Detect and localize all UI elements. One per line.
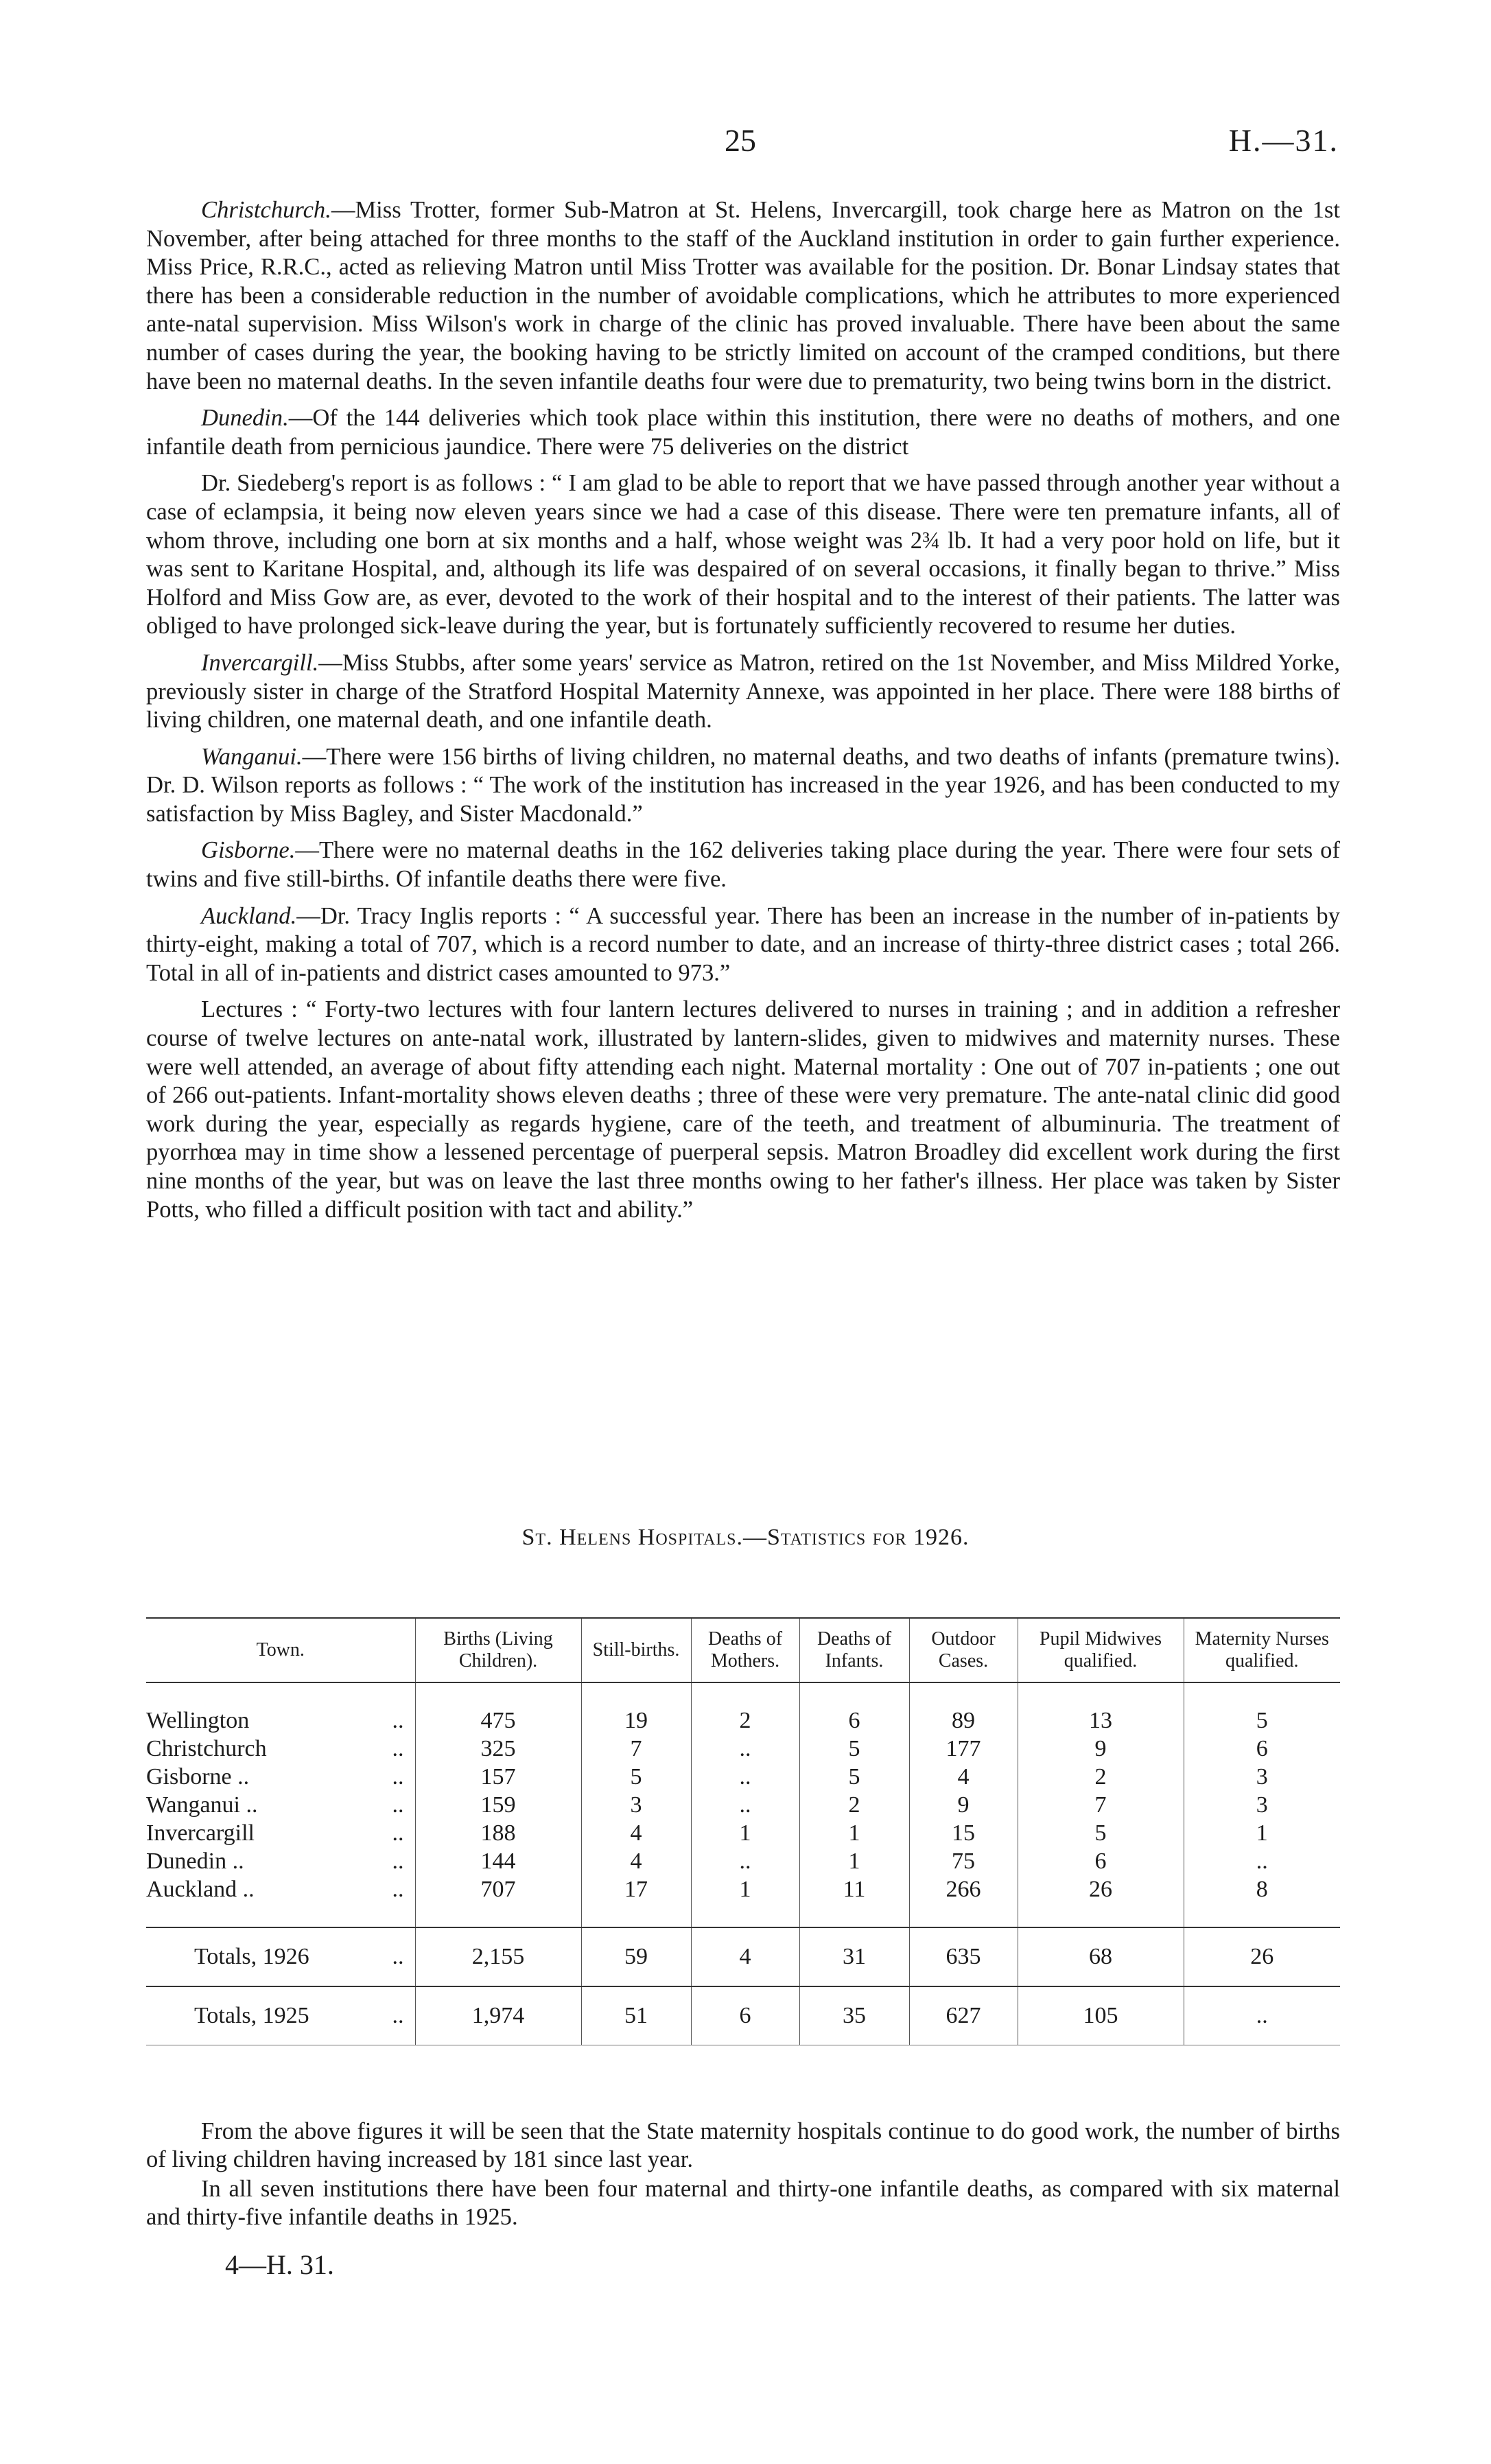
paragraph-text: Lectures : “ Forty-two lectures with four lantern lectures delivered to nurses in training ; and in addition a refresher course of twelve lectures on ante-natal work, illustrated by lantern-slides, given to midwives and maternity nurses. These were well attended, an average of about fifty attending each night. Maternal mortality : One out of 707 in-patients ; one out of 266 out-patients. Infant-mortality shows eleven deaths ; three of these were very premature. The ante-natal clinic did good work during the year, especially as regards hygiene, care of the teeth, and treatment of albuminuria. The treatment of pyorrhœa may in time show a lessened percentage of puerperal sepsis. Matron Broadley did excellent work during the first nine months of the year, but was on leave the last three months owing to her father's illness. Her place was taken by Sister Potts, who filled a difficult position with tact and ability.” [146,996,1340,1223]
table-cell: 2,155 [415,1927,581,1986]
closing-paragraph: From the above figures it will be seen that the State maternity hospitals continue to do good work, the number of births of living children having increased by 181 since last year. [146,2118,1340,2172]
table-cell: 68 [1018,1927,1184,1986]
totals-row-1926 [146,1927,1340,1986]
town-cell: Invercargill .. [146,1820,404,1846]
table-cell: 17 [581,1875,691,1903]
page-header [0,122,1491,177]
table-cell: 3 [1184,1763,1340,1791]
table-cell: 35 [799,1986,909,2045]
paragraph-lectures [146,996,1340,1224]
table-row [146,1763,1340,1791]
table-cell: .. [1184,1986,1340,2045]
table-cell: .. [691,1847,799,1875]
table-cell: .. [691,1791,799,1819]
table-cell: 26 [1018,1875,1184,1903]
table-cell: 11 [799,1875,909,1903]
table-cell: 2 [1018,1763,1184,1791]
column-header: Pupil Midwives qualified. [1018,1618,1184,1682]
totals-row-1925 [146,1986,1340,2045]
town-cell: Christchurch .. [146,1735,404,1761]
table-header-row [146,1618,1340,1682]
table-cell: 19 [581,1706,691,1735]
table-row [146,1875,1340,1903]
table-cell: 105 [1018,1986,1184,2045]
town-cell: Dunedin .. .. [146,1848,404,1874]
table-cell: 2 [691,1706,799,1735]
table-cell: 157 [415,1763,581,1791]
table-cell: 266 [909,1875,1018,1903]
column-header: Deaths of Mothers. [691,1618,799,1682]
table-title-sub: —Statistics for 1926. [742,1525,970,1550]
table-cell: 5 [1184,1706,1340,1735]
table-cell: .. [1184,1847,1340,1875]
table-cell: 8 [1184,1875,1340,1903]
body-text [146,196,1340,1232]
place-name: Gisborne. [201,837,296,864]
place-name: Wanganui. [201,743,303,770]
table-cell: 1 [799,1819,909,1847]
table-cell: 3 [581,1791,691,1819]
table-cell: 1,974 [415,1986,581,2045]
table-row [146,1819,1340,1847]
table-cell: .. [691,1763,799,1791]
table-cell: 89 [909,1706,1018,1735]
page-number: 25 [725,123,756,158]
paragraph-text: Dr. Siedeberg's report is as follows : “ I am glad to be able to report that we have passed through another year without a case of eclampsia, it being now eleven years since we had a case of this disease. There were ten premature infants, all of whom throve, including one born at six months and a half, whose weight was 2¾ lb. It had a very poor hold on life, but it was sent to Karitane Hospital, and, although its life was despaired of on several occasions, it finally began to thrive.” Miss Holford and Miss Gow are, as ever, devoted to the work of their hospital and to the interest of their patients. The latter was obliged to have prolonged sick-leave during the year, but is fortunately sufficiently recovered to resume her duties. [146,470,1340,640]
table-row [146,1735,1340,1763]
table-cell: 9 [909,1791,1018,1819]
paragraph-text: —Miss Stubbs, after some years' service as Matron, retired on the 1st November, and Miss Mildred Yorke, previously sister in charge of the Stratford Hospital Maternity Annexe, was appointed in her place. There were 188 births of living children, one maternal death, and one infantile death. [146,649,1340,734]
table-cell: 5 [799,1735,909,1763]
table-cell: 6 [1184,1735,1340,1763]
table-cell: .. [691,1735,799,1763]
table-cell: 475 [415,1706,581,1735]
table-cell: 7 [581,1735,691,1763]
table-cell: 1 [799,1847,909,1875]
document-reference: H.—31. [1228,123,1339,158]
column-header: Town. [146,1618,415,1682]
table-title-main: St. Helens Hospitals. [521,1525,743,1550]
column-header: Maternity Nurses qualified. [1184,1618,1340,1682]
table-cell: 6 [691,1986,799,2045]
table-cell: 6 [1018,1847,1184,1875]
table-cell: 31 [799,1927,909,1986]
table-cell: 159 [415,1791,581,1819]
paragraph-text: —There were 156 births of living children, no maternal deaths, and two deaths of infants (premature twins). Dr. D. Wilson reports as follows : “ The work of the institution has increased in the year 1926, and has been conducted to my satisfaction by Miss Bagley, and Sister Macdonald.” [146,743,1340,827]
table-row [146,1791,1340,1819]
paragraph-wanganui [146,743,1340,829]
table-cell: 5 [581,1763,691,1791]
table-row [146,1847,1340,1875]
table-cell: 2 [799,1791,909,1819]
table-cell: 6 [799,1706,909,1735]
paragraph-invercargill [146,649,1340,735]
statistics-table [146,1617,1340,2045]
table-cell: 1 [691,1875,799,1903]
table-cell: 26 [1184,1927,1340,1986]
paragraph-text: —There were no maternal deaths in the 162 deliveries taking place during the year. There were four sets of twins and five still-births. Of infantile deaths there were five. [146,837,1340,893]
town-cell: Auckland .. .. [146,1876,404,1902]
table-cell: 177 [909,1735,1018,1763]
paragraph-auckland [146,902,1340,988]
table-cell: 4 [691,1927,799,1986]
paragraph-gisborne [146,836,1340,893]
table-spacer [146,1903,1340,1927]
totals-label: Totals, 1925 .. [146,1986,415,2045]
table-cell: 4 [581,1819,691,1847]
table-cell: 4 [909,1763,1018,1791]
paragraph-text: —Dr. Tracy Inglis reports : “ A successful year. There has been an increase in the number of in-patients by thirty-eight, making a total of 707, which is a record number to date, and an increase of thirty-three district cases ; total 266. Total in all of in-patients and district cases amounted to 973.” [146,902,1340,986]
town-cell: Wanganui .. .. [146,1792,404,1818]
table-cell: 1 [691,1819,799,1847]
table-row [146,1706,1340,1735]
town-cell: Gisborne .. .. [146,1763,404,1790]
column-header: Births (Living Children). [415,1618,581,1682]
totals-label: Totals, 1926 .. [146,1927,415,1986]
table-cell: 5 [799,1763,909,1791]
town-cell: Wellington .. [146,1707,404,1733]
place-name: Christchurch. [201,197,331,223]
table-cell: 5 [1018,1819,1184,1847]
table-cell: 59 [581,1927,691,1986]
place-name: Invercargill. [201,649,319,676]
table-cell: 9 [1018,1735,1184,1763]
table-cell: 144 [415,1847,581,1875]
table-cell: 188 [415,1819,581,1847]
paragraph-text: —Of the 144 deliveries which took place within this institution, there were no deaths of mothers, and one infantile death from pernicious jaundice. There were 75 deliveries on the district [146,405,1340,460]
table-cell: 3 [1184,1791,1340,1819]
table-cell: 627 [909,1986,1018,2045]
column-header: Deaths of Infants. [799,1618,909,1682]
table-spacer [146,1682,1340,1706]
place-name: Dunedin. [201,405,289,432]
closing-paragraph: In all seven institutions there have been four maternal and thirty-one infantile deaths, as compared with six maternal and thirty-five infantile deaths in 1925. [146,2176,1340,2230]
column-header: Still-births. [581,1618,691,1682]
table-cell: 13 [1018,1706,1184,1735]
closing-text [146,2117,1340,2233]
place-name: Auckland. [201,902,297,929]
table-cell: 325 [415,1735,581,1763]
table-cell: 15 [909,1819,1018,1847]
table-cell: 51 [581,1986,691,2045]
table-cell: 4 [581,1847,691,1875]
table-cell: 7 [1018,1791,1184,1819]
paragraph-siedeberg-report [146,469,1340,641]
table-cell: 707 [415,1875,581,1903]
column-header: Outdoor Cases. [909,1618,1018,1682]
table-title [0,1525,1491,1551]
paragraph-text: —Miss Trotter, former Sub-Matron at St. Helens, Invercargill, took charge here as Matron on the 1st November, after being attached for three months to the staff of the Auckland institution in order to gain further experience. Miss Price, R.R.C., acted as relieving Matron until Miss Trotter was available for the position. Dr. Bonar Lindsay states that there has been a considerable reduction in the number of avoidable complications, which he attributes to more experienced ante-natal supervision. Miss Wilson's work in charge of the clinic has proved invaluable. There have been about the same number of cases during the year, the booking having to be strictly limited on account of the cramped conditions, but there have been no maternal deaths. In the seven infantile deaths four were due to prematurity, two being twins born in the district. [146,197,1340,395]
paragraph-dunedin [146,404,1340,461]
paragraph-christchurch [146,196,1340,396]
table-cell: 635 [909,1927,1018,1986]
table-cell: 75 [909,1847,1018,1875]
table-cell: 1 [1184,1819,1340,1847]
footer-reference: 4—H. 31. [225,2249,334,2280]
